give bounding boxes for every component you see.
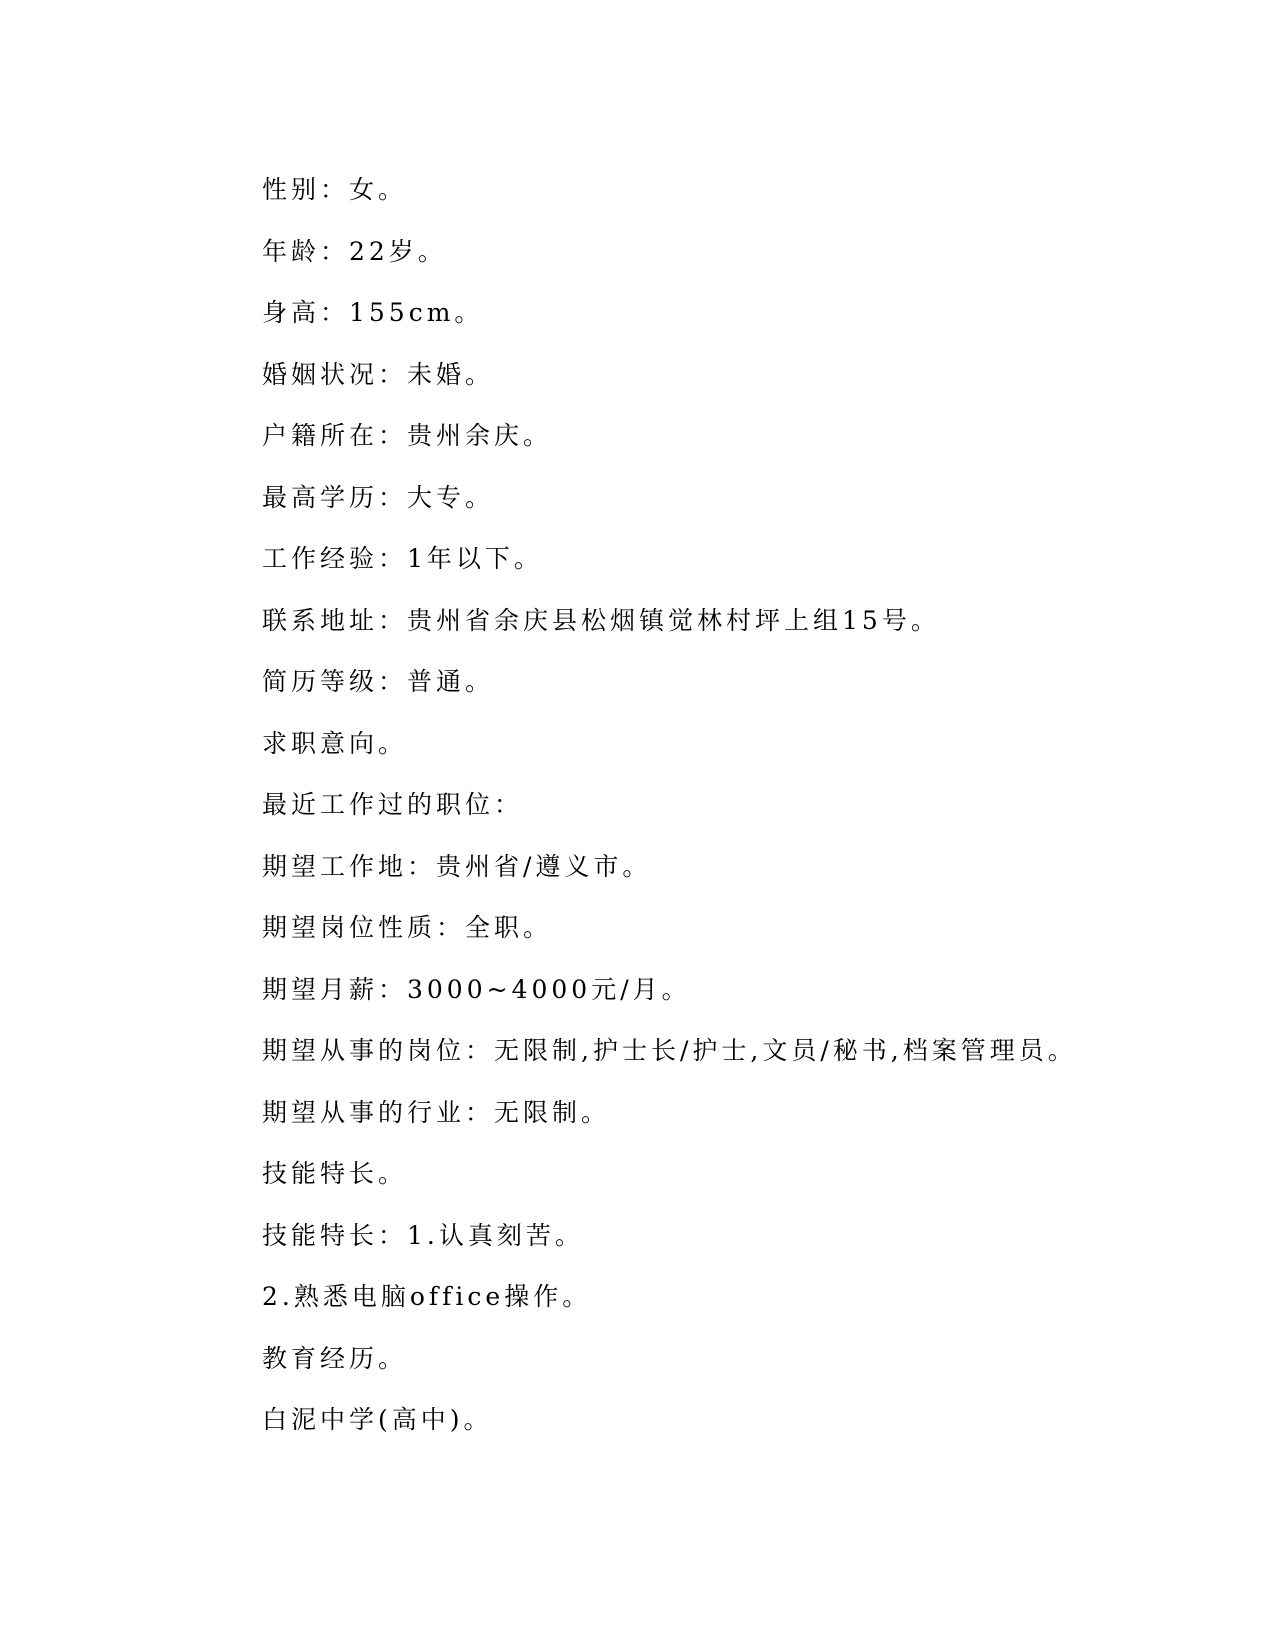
expected-job-type-line: 期望岗位性质：全职。 (262, 913, 553, 942)
school-line: 白泥中学(高中)。 (262, 1405, 493, 1434)
contact-address-line: 联系地址：贵州省余庆县松烟镇觉林村坪上组15号。 (262, 605, 940, 635)
marital-status-line: 婚姻状况：未婚。 (262, 359, 495, 389)
gender-line: 性别：女。 (262, 175, 408, 204)
skills-line-1: 技能特长：1.认真刻苦。 (262, 1220, 584, 1250)
resume-level-line: 简历等级：普通。 (262, 667, 495, 696)
education-level-line: 最高学历：大专。 (262, 482, 495, 512)
expected-salary-line: 期望月薪：3000~4000元/月。 (262, 974, 691, 1004)
work-experience-line: 工作经验：1年以下。 (262, 544, 543, 573)
recent-position-line: 最近工作过的职位： (262, 790, 524, 819)
expected-positions-line: 期望从事的岗位：无限制,护士长/护士,文员/秘书,档案管理员。 (262, 1036, 1077, 1065)
job-intention-heading: 求职意向。 (262, 728, 408, 758)
height-line: 身高：155cm。 (262, 298, 484, 327)
hometown-line: 户籍所在：贵州余庆。 (262, 421, 553, 450)
expected-location-line: 期望工作地：贵州省/遵义市。 (262, 851, 652, 881)
skills-heading: 技能特长。 (262, 1159, 408, 1188)
skills-line-2: 2.熟悉电脑office操作。 (262, 1282, 592, 1311)
education-heading: 教育经历。 (262, 1343, 408, 1373)
resume-body (262, 168, 1162, 1460)
expected-industry-line: 期望从事的行业：无限制。 (262, 1097, 611, 1127)
age-line: 年龄：22岁。 (262, 236, 447, 266)
